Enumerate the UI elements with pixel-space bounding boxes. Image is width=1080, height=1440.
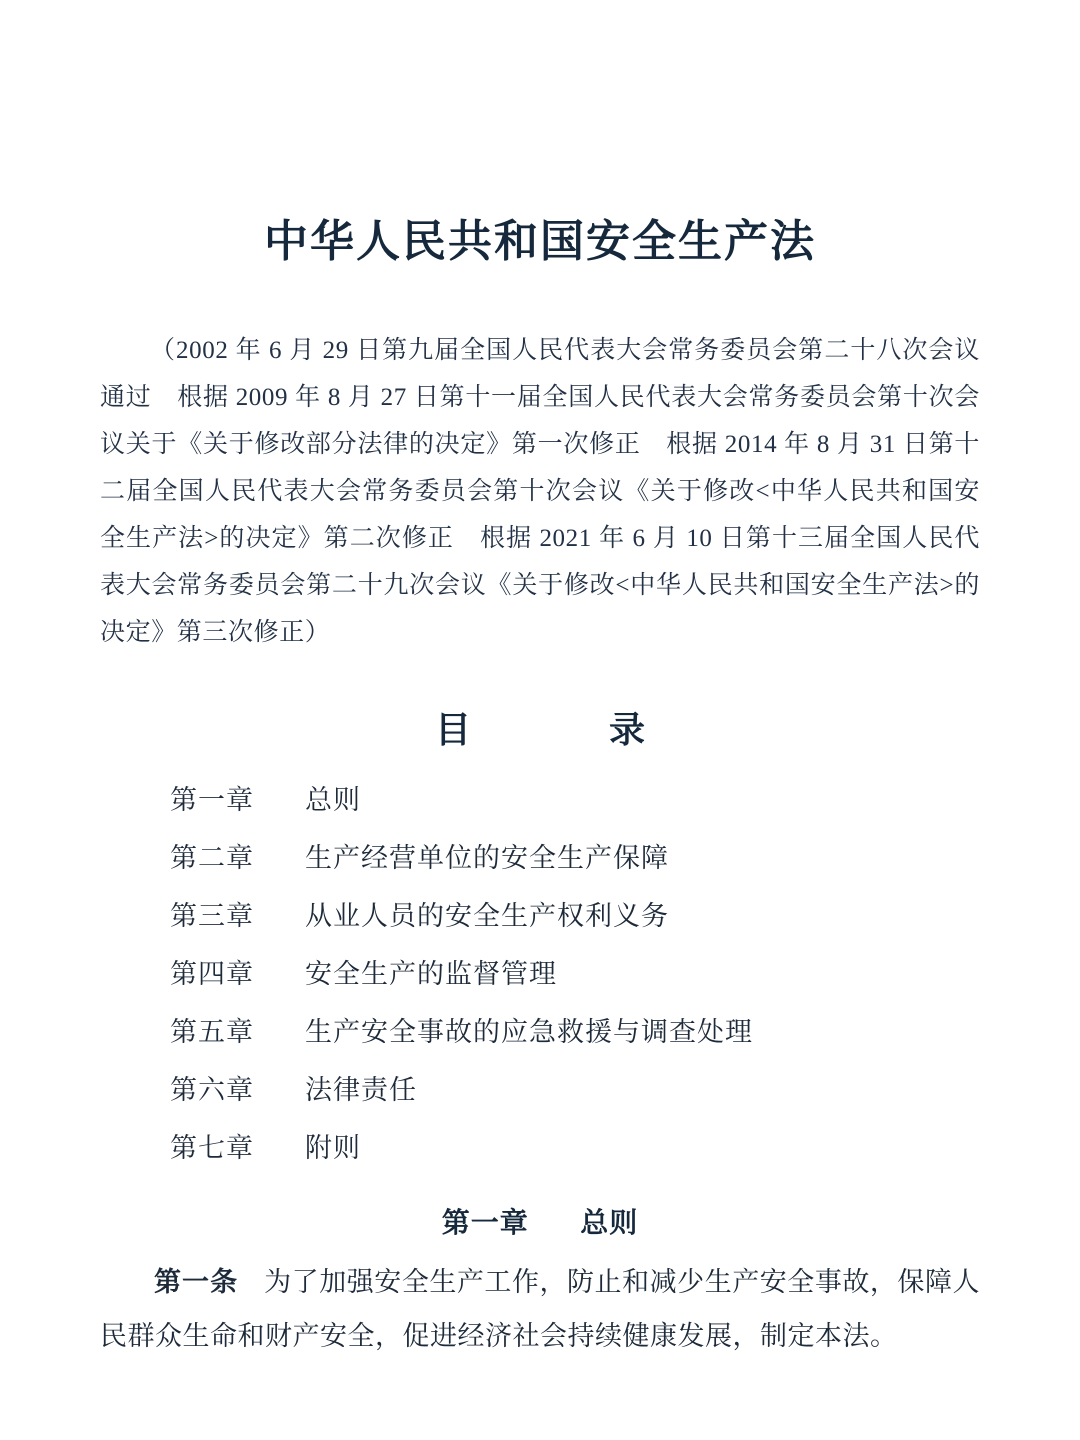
toc-chapter-label: 法律责任 [305,1075,417,1105]
list-item[interactable] [170,1061,980,1119]
toc-chapter-label: 总则 [305,785,361,815]
article-one [100,1255,980,1363]
toc-chapter-label: 安全生产的监督管理 [305,959,557,989]
toc-chapter-number: 第四章 [170,959,254,989]
article-one-text: 为了加强安全生产工作，防止和减少生产安全事故，保障人民群众生命和财产安全，促进经济社会持续健康发展，制定本法。 [100,1267,981,1351]
toc-chapter-label: 附则 [305,1133,361,1163]
toc-chapter-number: 第七章 [170,1133,254,1163]
list-item[interactable] [170,1003,980,1061]
table-of-contents-list [100,771,980,1177]
table-of-contents-heading: 目 录 [434,709,667,750]
list-item[interactable] [170,829,980,887]
chapter-one-label: 总则 [580,1207,639,1238]
toc-chapter-label: 生产安全事故的应急救援与调查处理 [305,1017,753,1047]
article-one-number: 第一条 [154,1267,239,1297]
preamble-paragraph: （2002 年 6 月 29 日第九届全国人民代表大会常务委员会第二十八次会议通过 根据 2009 年 8 月 27 日第十一届全国人民代表大会常务委员会第十次会议关于《关于修改部分法律的决定》第一次修正 根据 2014 年 8 月 31 日第十二届全国人民代表大会常务委员会第十次会议《关于修改<中华人民共和国安全生产法>的决定》第二次修正 根据 2021 年 6 月 10 日第十三届全国人民代表大会常务委员会第二十九次会议《关于修改<中华人民共和国安全生产法>的决定》第三次修正） [100,337,980,646]
toc-chapter-label: 生产经营单位的安全生产保障 [305,843,669,873]
list-item[interactable] [170,1119,980,1177]
toc-chapter-number: 第五章 [170,1017,254,1047]
list-item[interactable] [170,887,980,945]
toc-chapter-number: 第一章 [170,785,254,815]
toc-chapter-number: 第六章 [170,1075,254,1105]
toc-chapter-number: 第三章 [170,901,254,931]
page-title: 中华人民共和国安全生产法 [264,217,816,266]
chapter-one-number: 第一章 [441,1207,529,1238]
toc-chapter-number: 第二章 [170,843,254,873]
toc-chapter-label: 从业人员的安全生产权利义务 [305,901,669,931]
chapter-one-heading [100,1201,980,1241]
list-item[interactable] [170,771,980,829]
list-item[interactable] [170,945,980,1003]
